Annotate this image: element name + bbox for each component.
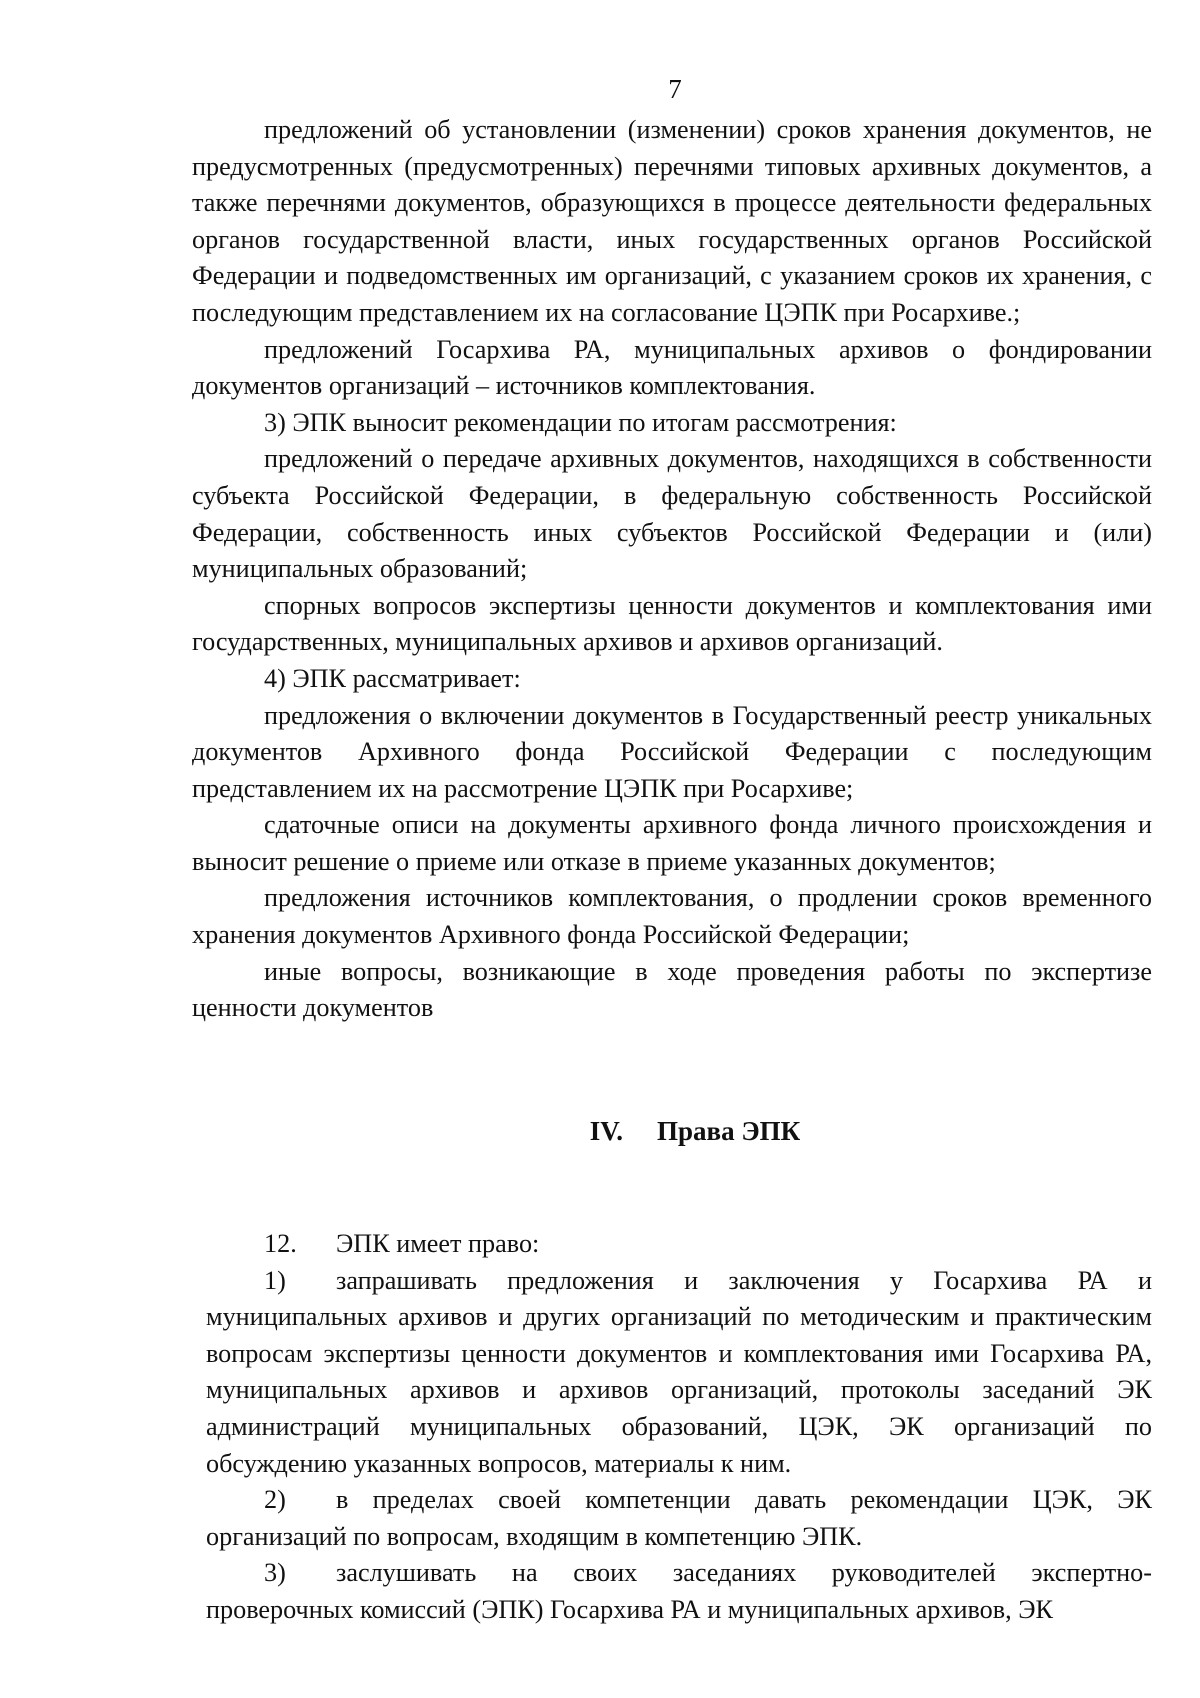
section-3-body xyxy=(192,112,1152,1027)
clause-3 xyxy=(206,1555,1152,1628)
section-heading-title: Права ЭПК xyxy=(657,1116,801,1146)
clause-3-text: заслушивать на своих заседаниях руководителей экспертно-проверочных комиссий (ЭПК) Госархива РА и муниципальных архивов, ЭК xyxy=(206,1558,1152,1624)
paragraph-recommendations-heading: 3) ЭПК выносит рекомендации по итогам рассмотрения: xyxy=(264,407,897,437)
clause-1 xyxy=(206,1263,1152,1483)
section-heading xyxy=(0,1114,1200,1148)
paragraph-fonding-proposals: предложений Госархива РА, муниципальных архивов о фондировании документов организаций – источников комплектования. xyxy=(192,334,1152,401)
clause-2 xyxy=(206,1482,1152,1555)
section-4-body xyxy=(206,1226,1152,1629)
clause-12-number: 12. xyxy=(264,1229,297,1258)
clause-12-text: ЭПК имеет право: xyxy=(336,1229,540,1258)
paragraph-considers-heading: 4) ЭПК рассматривает: xyxy=(264,663,521,693)
paragraph-other-questions: иные вопросы, возникающие в ходе проведения работы по экспертизе ценности документов xyxy=(192,956,1152,1023)
paragraph-disputed-questions: спорных вопросов экспертизы ценности документов и комплектования ими государственных, муниципальных архивов и архивов организаций. xyxy=(192,590,1152,657)
paragraph-temporary-storage: предложения источников комплектования, о продлении сроков временного хранения документов Архивного фонда Российской Федерации; xyxy=(192,883,1152,950)
paragraph-delivery-inventories: сдаточные описи на документы архивного фонда личного происхождения и выносит решение о приеме или отказе в приеме указанных документов; xyxy=(192,810,1152,876)
paragraph-storage-periods: предложений об установлении (изменении) сроков хранения документов, не предусмотренных (предусмотренных) перечнями типовых архивных документов, а также перечнями документов, образующихся в процессе деятельности федеральных органов государственной власти, иных государственных органов Российской Федерации и подведомственных им организаций, с указанием сроков их хранения, с последующим представлением их на согласование ЦЭПК при Росархиве.; xyxy=(192,115,1152,327)
paragraph-unique-registry: предложения о включении документов в Государственный реестр уникальных документов Архивного фонда Российской Федерации с последующим представлением их на рассмотрение ЦЭПК при Росархиве; xyxy=(192,700,1152,803)
section-heading-number: IV. xyxy=(589,1116,624,1146)
paragraph-transfer-proposals: предложений о передаче архивных документов, находящихся в собственности субъекта Российской Федерации, в федеральную собственность Российской Федерации, собственность иных субъектов Российской Федерации и (или) муниципальных образований; xyxy=(192,444,1152,584)
clause-12 xyxy=(206,1226,1152,1263)
clause-2-number: 2) xyxy=(264,1485,286,1515)
page-number: 7 xyxy=(668,74,682,104)
clause-1-text: запрашивать предложения и заключения у Госархива РА и муниципальных архивов и других организаций по методическим и практическим вопросам экспертизы ценности документов и комплектования ими Госархива РА, муниципальных архивов и архивов организаций, протоколы заседаний ЭК администраций муниципальных образований, ЦЭК, ЭК организаций по обсуждению указанных вопросов, материалы к ним. xyxy=(206,1265,1152,1478)
clause-1-number: 1) xyxy=(264,1265,286,1295)
clause-3-number: 3) xyxy=(264,1558,286,1588)
clause-2-text: в пределах своей компетенции давать рекомендации ЦЭК, ЭК организаций по вопросам, входящим в компетенцию ЭПК. xyxy=(206,1485,1152,1551)
